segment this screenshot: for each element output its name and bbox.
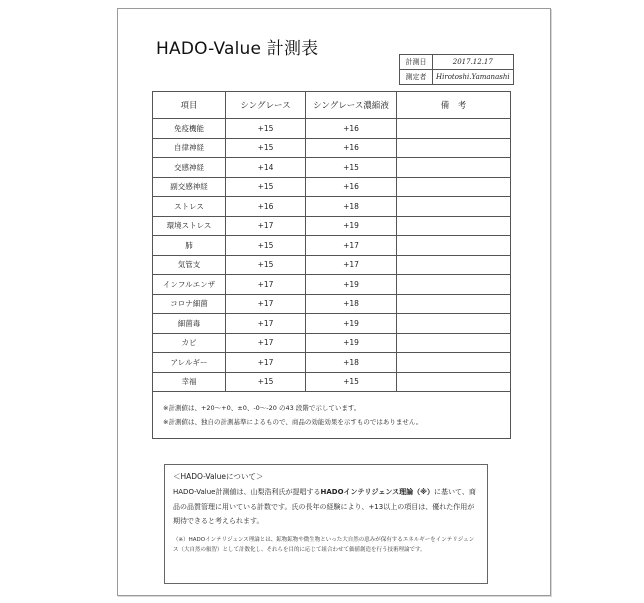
notes-row — [153, 392, 511, 439]
table-cell — [397, 255, 511, 275]
table-row — [153, 294, 511, 314]
column-header: 備 考 — [397, 92, 511, 119]
table-cell: +19 — [306, 333, 397, 353]
table-cell: アレルギー — [153, 353, 226, 373]
table-cell: +17 — [226, 275, 306, 295]
table-row — [153, 158, 511, 178]
table-cell: +18 — [306, 353, 397, 373]
table-cell: +17 — [226, 216, 306, 236]
meta-label: 計測日 — [400, 55, 433, 70]
table-cell: 環境ストレス — [153, 216, 226, 236]
table-cell: 交感神経 — [153, 158, 226, 178]
table-row — [153, 353, 511, 373]
about-text-bold: HADOインテリジェンス理論（※） — [320, 488, 434, 496]
table-cell: 細菌毒 — [153, 314, 226, 334]
about-box — [164, 464, 488, 584]
table-cell: +15 — [226, 372, 306, 392]
table-header-row — [153, 92, 511, 119]
table-row — [153, 314, 511, 334]
document-page — [117, 8, 551, 596]
table-cell — [397, 353, 511, 373]
note-line: ※計測値は、独自の計測基準によるもので、商品の効能効果を示すものではありません。 — [163, 418, 423, 426]
table-cell: +16 — [226, 197, 306, 217]
table-row — [153, 236, 511, 256]
meta-value: 2017.12.17 — [433, 55, 514, 70]
table-row — [153, 255, 511, 275]
table-cell: +17 — [226, 333, 306, 353]
table-cell: 副交感神経 — [153, 177, 226, 197]
table-cell: ストレス — [153, 197, 226, 217]
table-cell: +17 — [226, 314, 306, 334]
table-cell: +15 — [226, 255, 306, 275]
notes-cell — [153, 392, 511, 439]
about-footnote: （※）HADOインテリジェンス理論とは、鉱物鉱物や微生物といった大自然の恵みが保有するエネルギーをインテリジェンス（大自然の叡智）として計数化し、それらを目的に応じて組合わせて価値創造を行う技術理論です。 — [173, 536, 475, 553]
table-cell: +17 — [226, 353, 306, 373]
table-row — [153, 119, 511, 139]
table-cell — [397, 372, 511, 392]
about-text-start: HADO-Value計測値は、山梨浩利氏が提唱する — [173, 488, 321, 496]
table-cell — [397, 333, 511, 353]
table-cell: +15 — [306, 158, 397, 178]
page-title: HADO-Value 計測表 — [156, 39, 319, 59]
table-cell: +15 — [226, 236, 306, 256]
table-cell: +16 — [306, 177, 397, 197]
table-cell: +17 — [306, 255, 397, 275]
table-cell: +17 — [306, 236, 397, 256]
table-cell: +15 — [226, 177, 306, 197]
table-cell: +19 — [306, 216, 397, 236]
meta-row-date — [400, 55, 514, 70]
column-header: シングレース濃縮液 — [306, 92, 397, 119]
table-cell: +19 — [306, 314, 397, 334]
table-row — [153, 275, 511, 295]
table-cell: +18 — [306, 197, 397, 217]
table-cell: 自律神経 — [153, 138, 226, 158]
table-row — [153, 138, 511, 158]
table-cell — [397, 216, 511, 236]
table-cell: +15 — [306, 372, 397, 392]
meta-value: Hirotoshi.Yamanashi — [433, 70, 514, 85]
table-cell — [397, 138, 511, 158]
table-row — [153, 216, 511, 236]
about-text-end: に基いて、商品の品質管理に用いている計数です。氏の長年の経験により、+13以上の項目は、優れた作用が期待できると考えられます。 — [173, 488, 476, 525]
table-cell: カビ — [153, 333, 226, 353]
table-row — [153, 372, 511, 392]
table-cell: +16 — [306, 138, 397, 158]
table-cell: 免疫機能 — [153, 119, 226, 139]
table-row — [153, 177, 511, 197]
table-cell: +19 — [306, 275, 397, 295]
table-row — [153, 333, 511, 353]
table-cell — [397, 158, 511, 178]
table-cell: インフルエンザ — [153, 275, 226, 295]
table-cell: 幸福 — [153, 372, 226, 392]
table-cell: +18 — [306, 294, 397, 314]
about-heading: ＜HADO-Valueについて＞ — [173, 472, 264, 481]
measurement-table — [152, 91, 511, 439]
table-cell — [397, 314, 511, 334]
meta-table — [399, 54, 514, 85]
note-line: ※計測値は、+20～+0、±0、-0～-20 の43 段階で示しています。 — [163, 404, 361, 412]
table-cell: +15 — [226, 119, 306, 139]
meta-label: 測定者 — [400, 70, 433, 85]
table-cell — [397, 294, 511, 314]
table-cell: +16 — [306, 119, 397, 139]
table-cell: 肺 — [153, 236, 226, 256]
column-header: 項目 — [153, 92, 226, 119]
column-header: シングレース — [226, 92, 306, 119]
table-cell: 気管支 — [153, 255, 226, 275]
table-cell: コロナ細菌 — [153, 294, 226, 314]
table-cell — [397, 275, 511, 295]
about-paragraph — [173, 485, 479, 529]
table-cell: +15 — [226, 138, 306, 158]
table-cell — [397, 236, 511, 256]
table-cell: +17 — [226, 294, 306, 314]
table-cell: +14 — [226, 158, 306, 178]
table-cell — [397, 119, 511, 139]
table-row — [153, 197, 511, 217]
table-cell — [397, 197, 511, 217]
table-cell — [397, 177, 511, 197]
meta-row-measurer — [400, 70, 514, 85]
